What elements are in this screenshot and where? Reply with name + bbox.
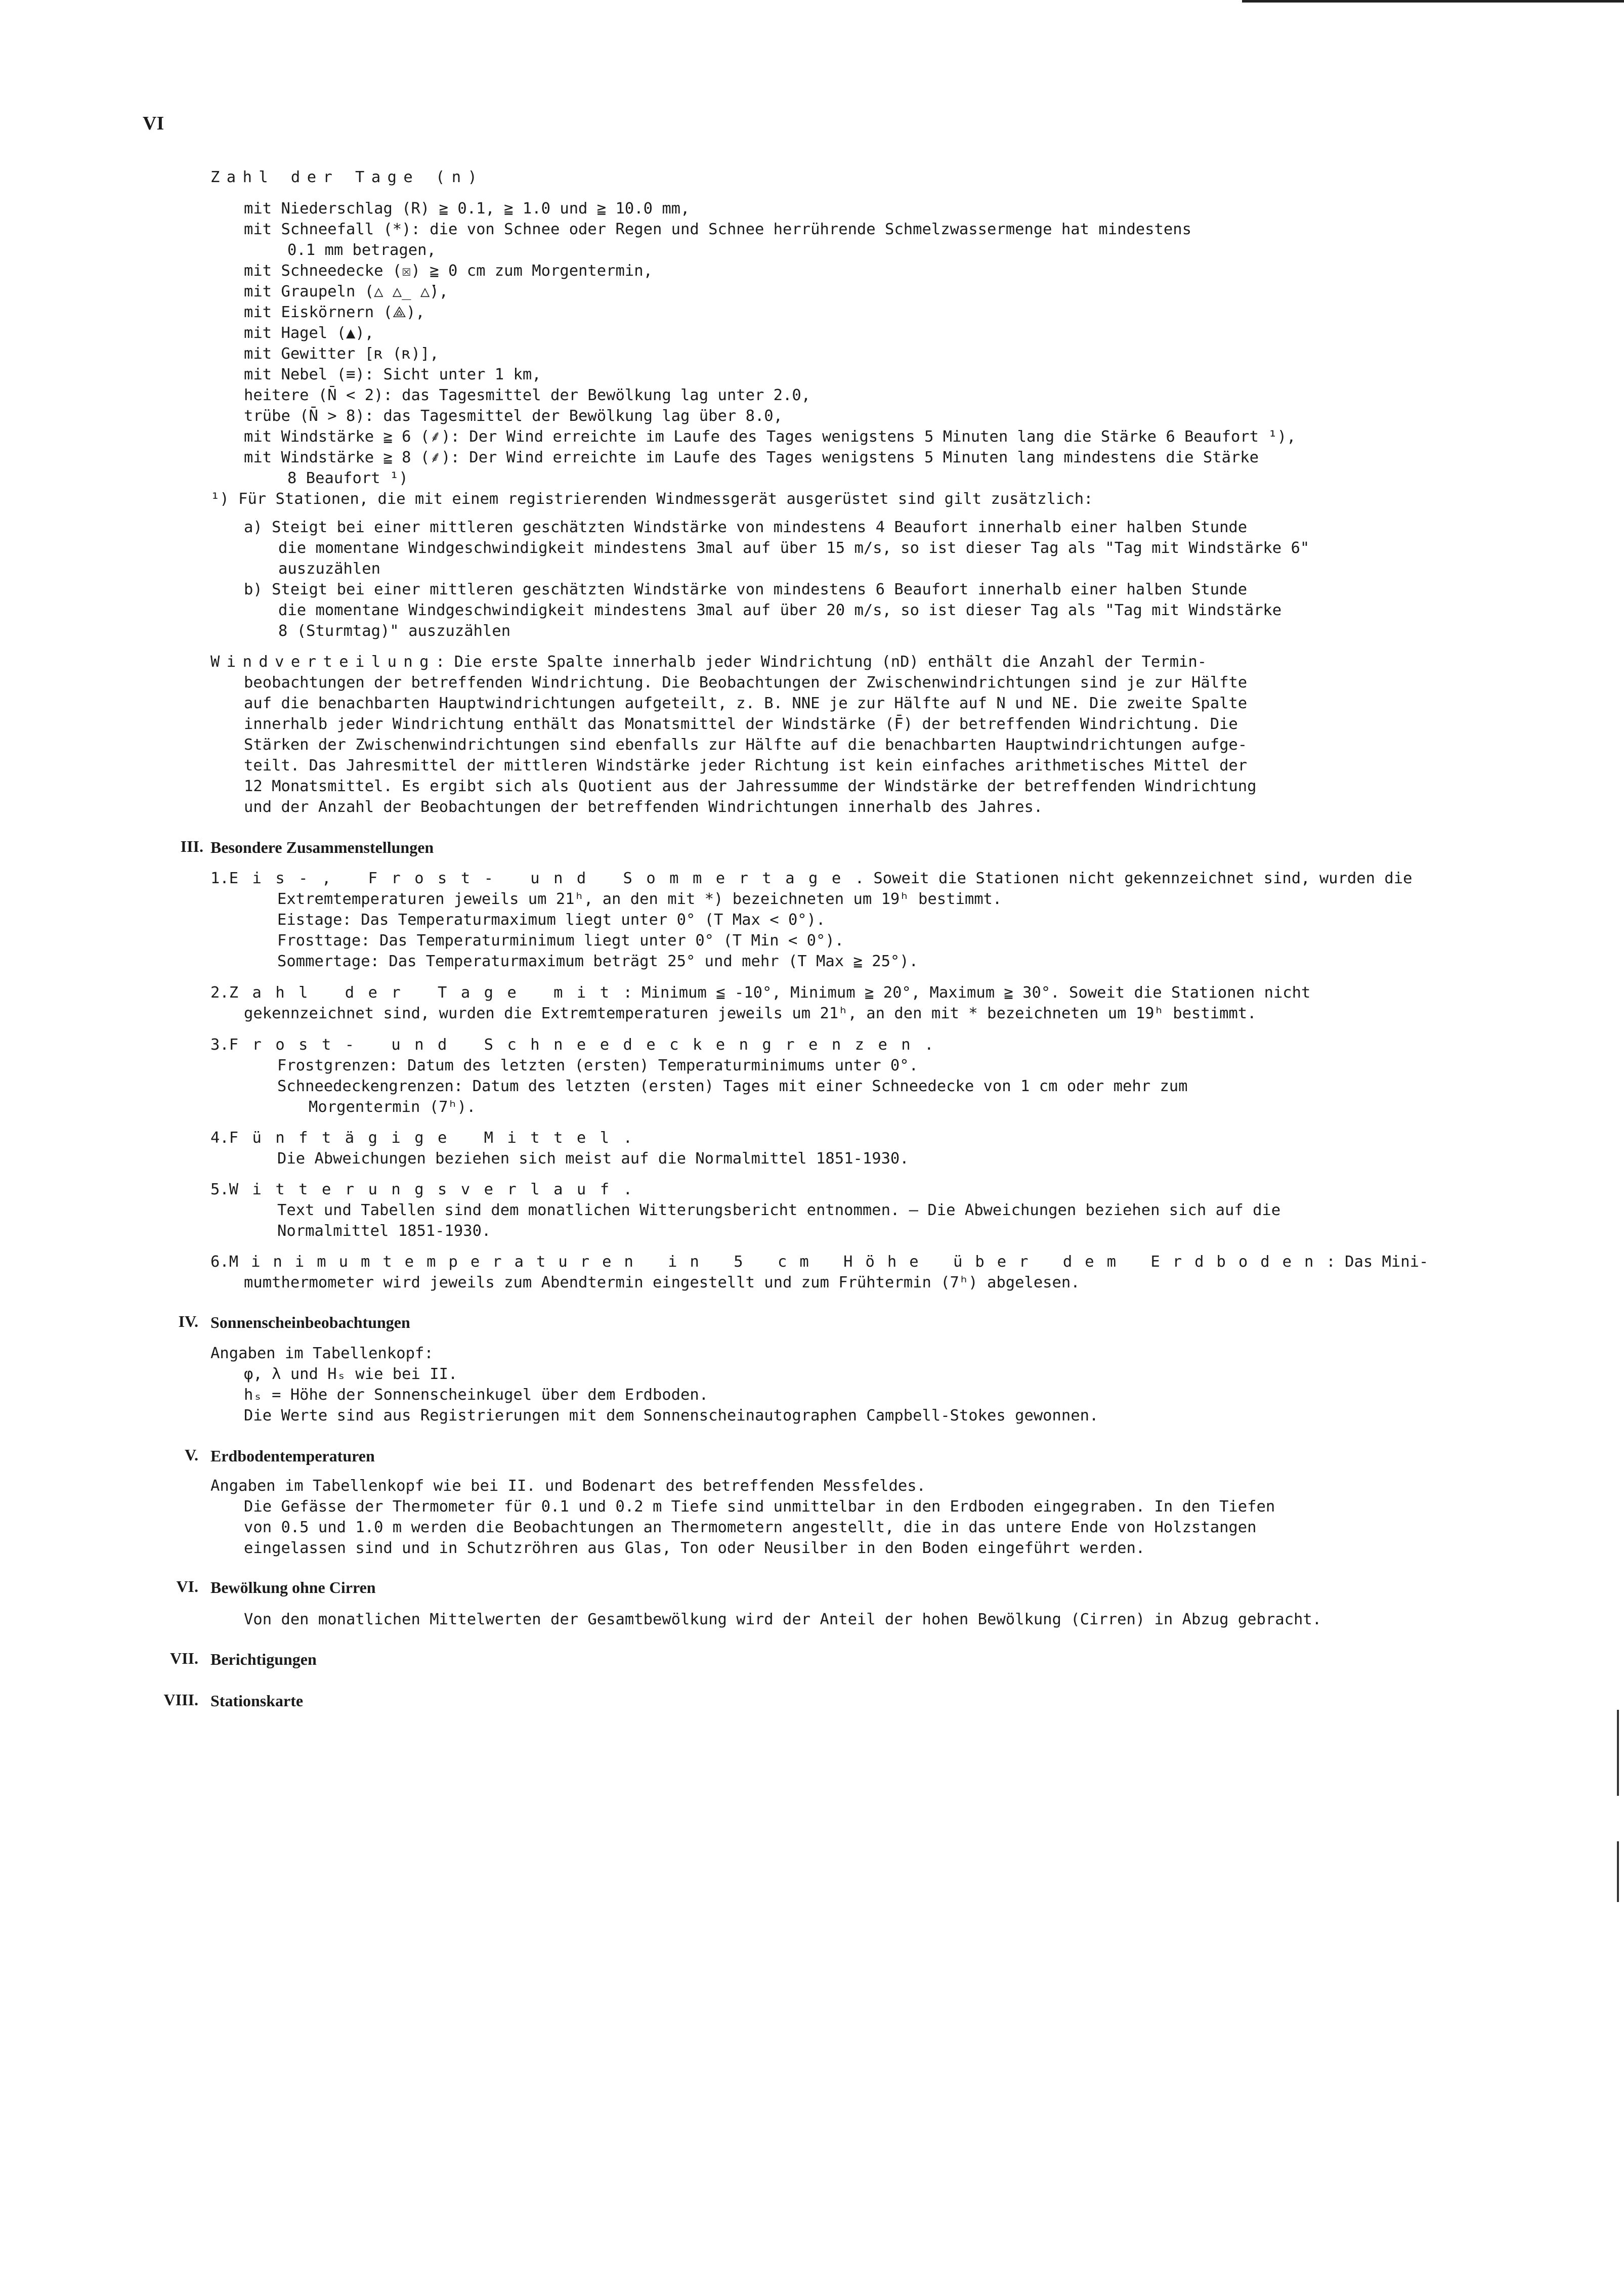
list-item: heitere (N̄ < 2): das Tagesmittel der Bewölkung lag unter 2.0, (244, 386, 811, 404)
item-number: 6. (210, 1253, 229, 1271)
item-title: Witterungsverlauf (229, 1181, 623, 1198)
item-title: Eis-, Frost- und Sommertage (229, 870, 855, 887)
paragraph-line: Angaben im Tabellenkopf wie bei II. und Bodenart des betreffenden Messfeldes. (210, 1477, 926, 1495)
item-title: Zahl der Tage mit (229, 984, 623, 1002)
item-number: 5. (210, 1181, 229, 1198)
item-number: 3. (210, 1036, 229, 1054)
zahl-der-tage-heading: Zahl der Tage (n) (210, 168, 484, 186)
footnote: ¹) Für Stationen, die mit einem registrierenden Windmessgerät ausgerüstet sind gilt zusätzlich: (210, 490, 1093, 508)
top-rule (1242, 0, 1624, 3)
item-number: 4. (210, 1129, 229, 1147)
windverteilung-text: : Die erste Spalte innerhalb jeder Windrichtung (nD) enthält die Anzahl der Termin- (435, 653, 1207, 671)
windverteilung-title: Windverteilung (210, 653, 436, 671)
footnote-item: die momentane Windgeschwindigkeit mindestens 3mal auf über 15 m/s, so ist dieser Tag als "Tag mit Windstärke 6" (278, 539, 1310, 557)
scan-edge-mark (1617, 1710, 1619, 1796)
paragraph-line: beobachtungen der betreffenden Windrichtung. Die Beobachtungen der Zwischenwindrichtungen sind je zur Hälfte (244, 674, 1248, 692)
list-item: mit Nebel (≡): Sicht unter 1 km, (244, 366, 541, 383)
item-text: . (623, 1181, 632, 1198)
section-heading: Erdbodentemperaturen (210, 1447, 375, 1465)
section-numeral: VII. (169, 1649, 198, 1667)
item-line: Frosttage: Das Temperaturminimum liegt unter 0° (T Min < 0°). (277, 932, 844, 949)
item-text: . Soweit die Stationen nicht gekennzeichnet sind, wurden die (854, 870, 1413, 887)
list-item: 0.1 mm betragen, (287, 241, 436, 259)
paragraph-line: Von den monatlichen Mittelwerten der Gesamtbewölkung wird der Anteil der hohen Bewölkung (Cirren) in Abzug gebracht. (244, 1611, 1322, 1628)
section-heading: Berichtigungen (210, 1650, 317, 1668)
paragraph-line: φ, λ und Hₛ wie bei II. (244, 1365, 458, 1383)
page-number: VI (143, 113, 164, 134)
paragraph-line: auf die benachbarten Hauptwindrichtungen aufgeteilt, z. B. NNE je zur Hälfte auf N und NE. Die zweite Spalte (244, 695, 1248, 712)
paragraph-line: teilt. Das Jahresmittel der mittleren Windstärke jeder Richtung ist kein einfaches arithmetisches Mittel der (244, 757, 1248, 774)
section-heading: Stationskarte (210, 1692, 304, 1710)
list-item: mit Graupeln (△ △̲ △̇), (244, 283, 448, 300)
item-line: Die Abweichungen beziehen sich meist auf die Normalmittel 1851-1930. (277, 1150, 909, 1168)
section-numeral: VIII. (163, 1691, 198, 1709)
item-line: gekennzeichnet sind, wurden die Extremtemperaturen jeweils um 21ʰ, an den mit * bezeichneten um 19ʰ bestimmt. (244, 1005, 1257, 1022)
paragraph-line: von 0.5 und 1.0 m werden die Beobachtungen an Thermometern angestellt, die in das untere Ende von Holzstangen (244, 1519, 1257, 1536)
paragraph-line: Stärken der Zwischenwindrichtungen sind ebenfalls zur Hälfte auf die benachbarten Hauptwindrichtungen aufge- (244, 736, 1248, 754)
item-line: Frostgrenzen: Datum des letzten (ersten) Temperaturminimums unter 0°. (277, 1057, 919, 1074)
paragraph-line: Angaben im Tabellenkopf: (210, 1345, 434, 1362)
item-line: Text und Tabellen sind dem monatlichen Witterungsbericht entnommen. — Die Abweichungen beziehen sich auf die (277, 1201, 1281, 1219)
section-numeral: V. (185, 1446, 198, 1464)
item-line: mumthermometer wird jeweils zum Abendtermin eingestellt und zum Frühtermin (7ʰ) abgelesen. (244, 1274, 1080, 1291)
item-line: Eistage: Das Temperaturmaximum liegt unter 0° (T Max < 0°). (277, 911, 826, 929)
list-item: mit Windstärke ≧ 8 (⸙): Der Wind erreichte im Laufe des Tages wenigstens 5 Minuten lang mindestens die Stärke (244, 449, 1259, 466)
list-item: mit Hagel (▲), (244, 324, 374, 342)
item-6-first-line (210, 1251, 1428, 1272)
footnote-item: auszuzählen (278, 560, 380, 578)
item-text: : Das Mini- (1326, 1253, 1429, 1271)
item-line: Morgentermin (7ʰ). (309, 1098, 476, 1116)
list-item: trübe (N̄ > 8): das Tagesmittel der Bewölkung lag über 8.0, (244, 407, 783, 425)
paragraph-line: Die Gefässe der Thermometer für 0.1 und 0.2 m Tiefe sind unmittelbar in den Erdboden eingegraben. In den Tiefen (244, 1498, 1275, 1516)
item-4-first-line (210, 1128, 632, 1148)
item-text: . (623, 1129, 632, 1147)
item-text: . (924, 1036, 934, 1054)
paragraph-line: Die Werte sind aus Registrierungen mit dem Sonnenscheinautographen Campbell-Stokes gewonnen. (244, 1407, 1099, 1424)
item-line: Schneedeckengrenzen: Datum des letzten (ersten) Tages mit einer Schneedecke von 1 cm oder mehr zum (277, 1077, 1188, 1095)
section-numeral: VI. (176, 1577, 198, 1595)
item-title: Frost- und Schneedeckengrenzen (229, 1036, 925, 1054)
windverteilung-first-line (210, 652, 1207, 672)
item-title: Fünftägige Mittel (229, 1129, 623, 1147)
footnote-item: b) Steigt bei einer mittleren geschätzten Windstärke von mindestens 6 Beaufort innerhalb einer halben Stunde (244, 581, 1248, 598)
footnote-item: die momentane Windgeschwindigkeit mindestens 3mal auf über 20 m/s, so ist dieser Tag als "Tag mit Windstärke (278, 601, 1282, 619)
item-line: Extremtemperaturen jeweils um 21ʰ, an den mit *) bezeichneten um 19ʰ bestimmt. (277, 890, 1002, 908)
list-item: mit Windstärke ≧ 6 (⸙): Der Wind erreichte im Laufe des Tages wenigstens 5 Minuten lang die Stärke 6 Beaufort ¹), (244, 428, 1296, 446)
list-item: mit Niederschlag (R) ≧ 0.1, ≧ 1.0 und ≧ 10.0 mm, (244, 200, 690, 218)
item-title: Minimumtemperaturen in 5 cm Höhe über dem Erdboden (229, 1253, 1327, 1271)
list-item: mit Schneedecke (☒) ≧ 0 cm zum Morgentermin, (244, 262, 653, 280)
section-heading: Bewölkung ohne Cirren (210, 1578, 376, 1596)
list-item: mit Gewitter [ʀ (ʀ)], (244, 345, 439, 363)
item-5-first-line (210, 1179, 632, 1200)
item-line: Normalmittel 1851-1930. (277, 1222, 491, 1240)
item-2-first-line (210, 982, 1310, 1003)
paragraph-line: und der Anzahl der Beobachtungen der betreffenden Windrichtungen innerhalb des Jahres. (244, 798, 1043, 816)
paragraph-line: eingelassen sind und in Schutzröhren aus Glas, Ton oder Neusilber in den Boden eingeführt werden. (244, 1539, 1145, 1557)
section-numeral: IV. (178, 1312, 198, 1330)
footnote-item: a) Steigt bei einer mittleren geschätzten Windstärke von mindestens 4 Beaufort innerhalb einer halben Stunde (244, 519, 1248, 536)
list-item: 8 Beaufort ¹) (287, 469, 408, 487)
list-item: mit Eiskörnern (⟁), (244, 304, 425, 321)
item-text: : Minimum ≦ -10°, Minimum ≧ 20°, Maximum ≧ 30°. Soweit die Stationen nicht (623, 984, 1311, 1002)
section-numeral: III. (180, 837, 203, 855)
paragraph-line: 12 Monatsmittel. Es ergibt sich als Quotient aus der Jahressumme der Windstärke der betreffenden Windrichtung (244, 778, 1257, 795)
scan-edge-mark (1617, 1841, 1619, 1902)
item-1-first-line (210, 868, 1412, 889)
paragraph-line: hₛ = Höhe der Sonnenscheinkugel über dem Erdboden. (244, 1386, 709, 1404)
item-3-first-line (210, 1034, 934, 1055)
item-number: 2. (210, 984, 229, 1002)
list-item: mit Schneefall (*): die von Schnee oder Regen und Schnee herrührende Schmelzwassermenge hat mindestens (244, 221, 1191, 238)
paragraph-line: innerhalb jeder Windrichtung enthält das Monatsmittel der Windstärke (F̄) der betreffenden Windrichtung. Die (244, 715, 1238, 733)
section-heading: Besondere Zusammenstellungen (210, 838, 434, 856)
section-heading: Sonnenscheinbeobachtungen (210, 1313, 410, 1331)
item-number: 1. (210, 870, 229, 887)
item-line: Sommertage: Das Temperaturmaximum beträgt 25° und mehr (T Max ≧ 25°). (277, 953, 919, 970)
footnote-item: 8 (Sturmtag)" auszuzählen (278, 622, 511, 640)
